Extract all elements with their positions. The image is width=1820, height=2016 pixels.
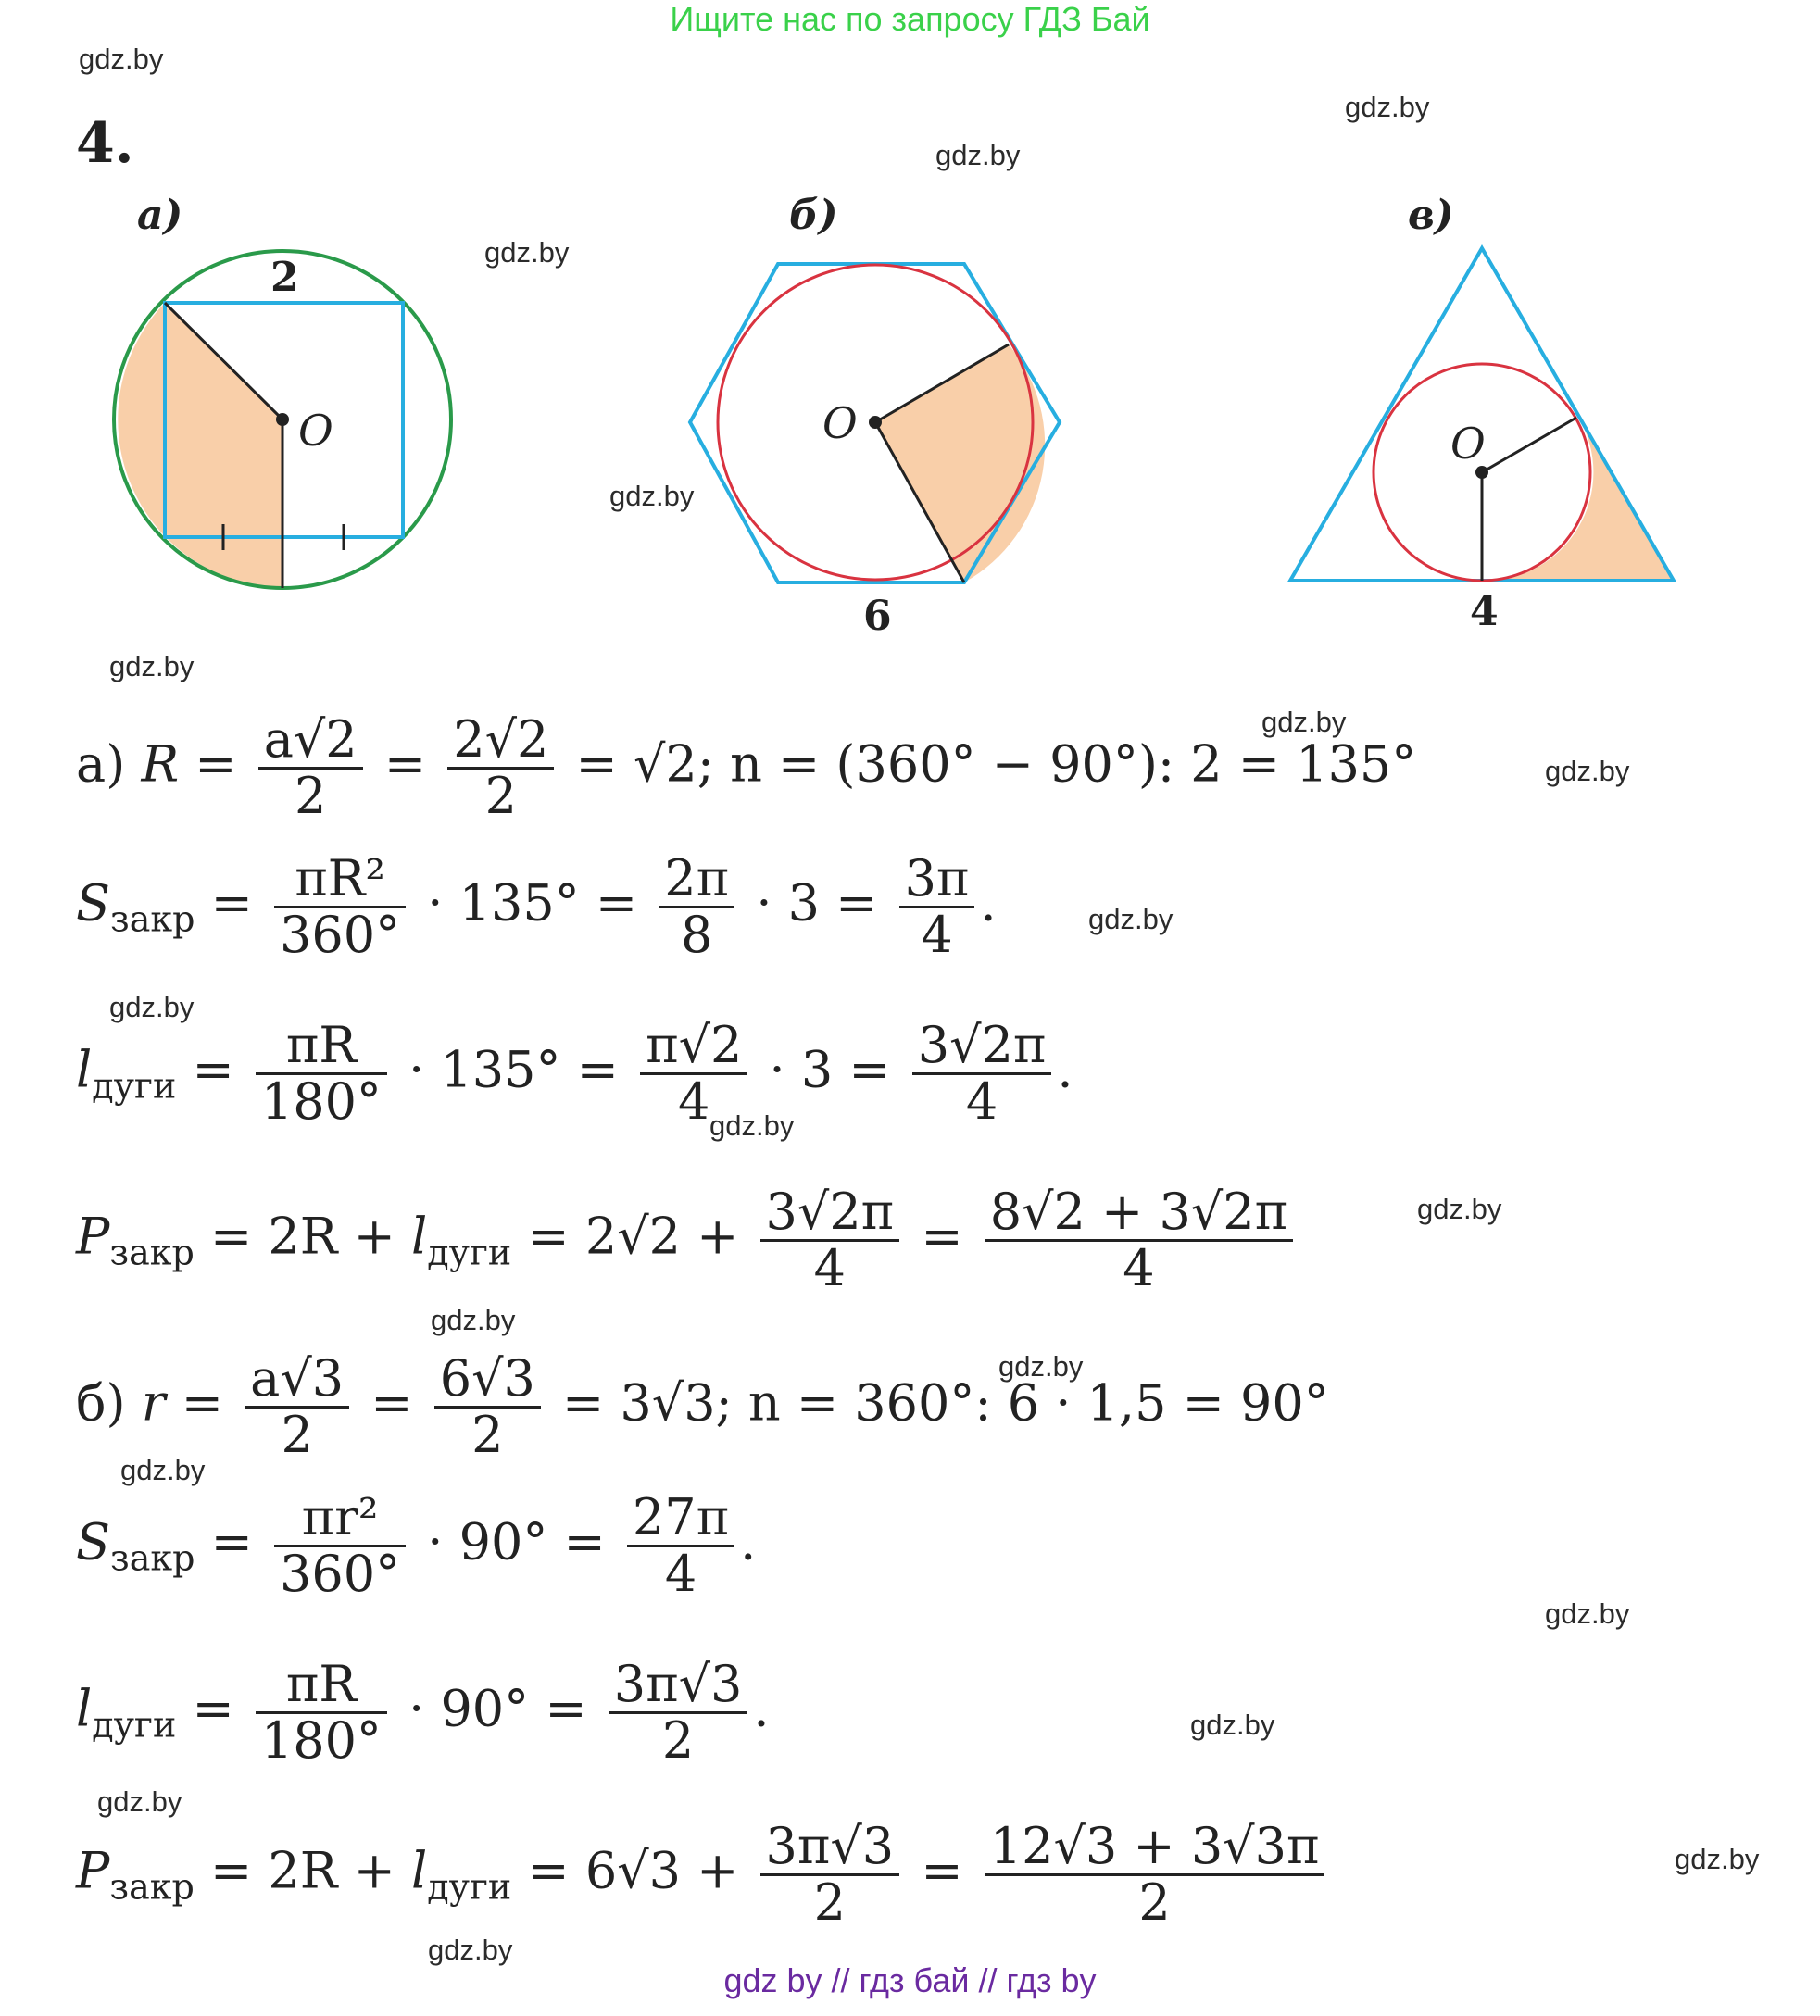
figure-a-side-label: 2 xyxy=(270,254,299,301)
math-line-a4: $P_{закр} = 2R + l_{дуги} = 2√2$ + $\frac{3√2\pi}{4}$ = $\frac{8√2 + 3√2\pi}{4}$ xyxy=(76,1185,1299,1296)
figure-c-center-label: O xyxy=(1450,419,1486,469)
math-line-a3: $l_{дуги}$ = $\frac{\pi R}{180^\circ}$ · 135° = $\frac{\pi√2}{4}$ · 3 = $\frac{3√2\pi}{4}$ . xyxy=(76,1016,1073,1131)
math-line-b4: $P_{закр} = 2R + l_{дуги} = 6√3$ + $\frac{3\pi√3}{2}$ = $\frac{12√3 + 3√3\pi}{2}$ xyxy=(76,1820,1330,1930)
watermark: gdz.by xyxy=(97,1785,182,1818)
figure-c-side-label: 4 xyxy=(1470,588,1499,635)
math-line-b2: $S_{закр}$ = $\frac{\text{πr²}}{360^\circ}$ · 90° = $\frac{27\pi}{4}$ . xyxy=(76,1488,757,1603)
task-number: 4. xyxy=(76,111,134,176)
watermark: gdz.by xyxy=(431,1304,516,1336)
figure-b-center-label: O xyxy=(822,398,858,448)
watermark: gdz.by xyxy=(428,1934,513,1966)
figure-c-label: в) xyxy=(1408,192,1454,239)
figure-b-drawing xyxy=(690,264,1060,582)
watermark: gdz.by xyxy=(109,991,195,1023)
search-banner: Ищите нас по запросу ГДЗ Бай xyxy=(670,0,1150,38)
figure-c-drawing xyxy=(1290,248,1674,581)
watermark: gdz.by xyxy=(109,650,195,682)
watermark: gdz.by xyxy=(1545,755,1630,787)
watermark: gdz.by xyxy=(709,1109,795,1142)
watermark: gdz.by xyxy=(484,236,570,269)
watermark: gdz.by xyxy=(120,1454,206,1486)
watermark: gdz.by xyxy=(1417,1193,1502,1225)
figures-svg xyxy=(0,0,1820,667)
math-line-b3: $l_{дуги}$ = $\frac{\pi R}{180^\circ}$ · 90° = $\frac{3\pi√3}{2}$ . xyxy=(76,1655,770,1770)
watermark: gdz.by xyxy=(935,139,1021,171)
footer-links: gdz by // гдз бай // гдз by xyxy=(723,1961,1097,1999)
watermark: gdz.by xyxy=(1675,1843,1760,1875)
math-line-b1: б) r = $\frac{a√3}{2}$ = $\frac{6√3}{2}$ = 3√3; n = 360°: 6 · 1,5 = 90° xyxy=(76,1349,1329,1464)
figure-a-label: а) xyxy=(137,192,183,239)
math-line-a2: $S_{закр}$ = $\frac{\text{πR²}}{360^\circ}$ · 135° = $\frac{2\pi}{8}$ · 3 = $\frac{3\pi}{4}$ . xyxy=(76,849,997,964)
figure-a-drawing xyxy=(114,251,451,588)
figure-b-side-label: 6 xyxy=(863,593,892,640)
math-line-a1: а) R = $\frac{a√2}{2}$ = $\frac{2√2}{2}$ = √2; n = (360° − 90°): 2 = 135° xyxy=(76,710,1417,825)
watermark: gdz.by xyxy=(1190,1709,1275,1741)
figure-a-center-label: O xyxy=(298,406,333,456)
watermark: gdz.by xyxy=(609,480,695,512)
watermark: gdz.by xyxy=(1261,706,1347,738)
watermark: gdz.by xyxy=(998,1350,1084,1383)
watermark: gdz.by xyxy=(1088,903,1174,935)
watermark: gdz.by xyxy=(79,43,164,75)
watermark: gdz.by xyxy=(1545,1597,1630,1630)
figure-a-shaded-sector xyxy=(118,303,282,588)
figure-c-shaded-region xyxy=(1483,419,1674,581)
figure-b-label: б) xyxy=(789,192,838,239)
figure-b-shaded-sector xyxy=(875,344,1045,582)
watermark: gdz.by xyxy=(1345,91,1430,123)
